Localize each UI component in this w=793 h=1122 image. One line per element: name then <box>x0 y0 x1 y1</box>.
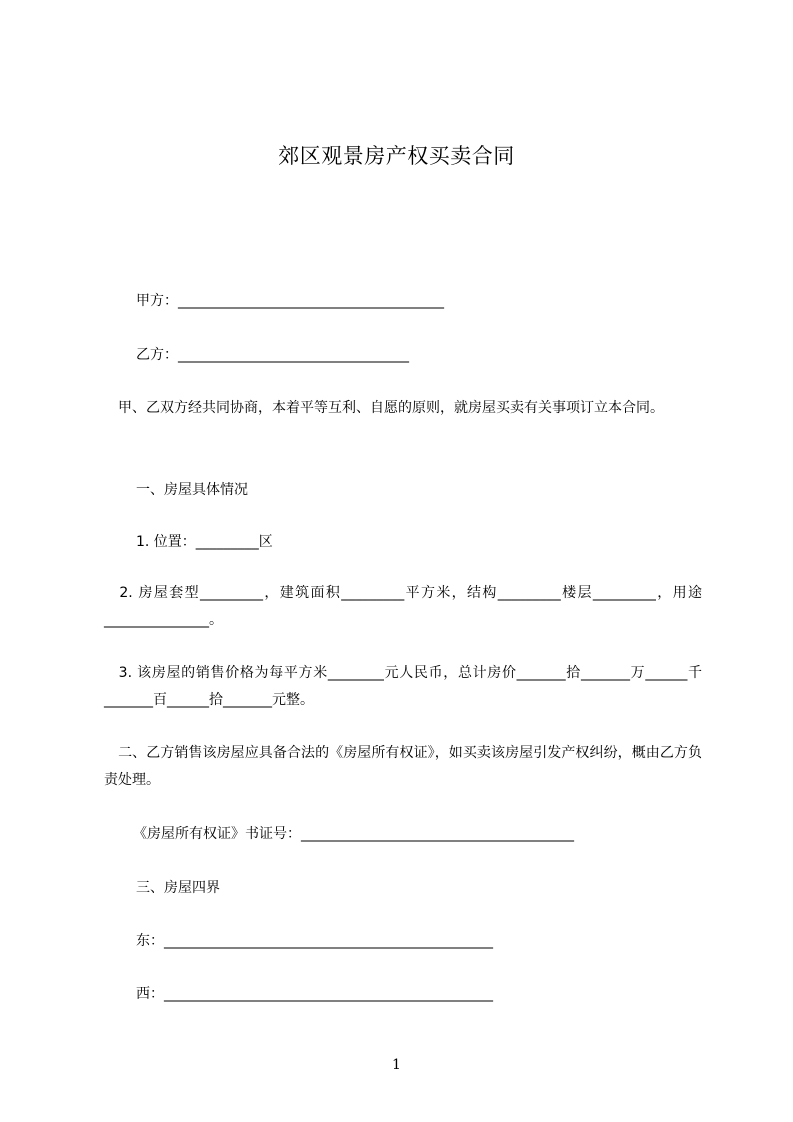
page-number: 1 <box>392 1057 401 1073</box>
document-title: 郊区观景房产权买卖合同 <box>278 144 515 168</box>
section1-heading: 一、房屋具体情况 <box>136 482 248 498</box>
east-boundary-line: 东：_______________________________________________ <box>136 933 493 949</box>
section3-heading: 三、房屋四界 <box>136 880 220 896</box>
location-item: 1. 位置：_________区 <box>136 534 273 550</box>
house-type-item: 2. 房屋套型_________，建筑面积_________平方米，结构_________楼层_________，用途_______________。 <box>104 585 702 628</box>
intro-paragraph: 甲、乙双方经共同协商，本着平等互利、自愿的原则，就房屋买卖有关事项订立本合同。 <box>104 400 664 416</box>
party-b-line: 乙方：_________________________________ <box>136 347 409 363</box>
west-boundary-line: 西：_______________________________________________ <box>136 986 493 1002</box>
certificate-number-line: 《房屋所有权证》书证号：_______________________________________ <box>133 826 574 842</box>
party-a-line: 甲方：______________________________________ <box>136 293 444 309</box>
price-item: 3. 该房屋的销售价格为每平方米________元人民币，总计房价_______拾_______万______千_______百______拾_______元整。 <box>104 665 702 708</box>
section2-paragraph: 二、乙方销售该房屋应具备合法的《房屋所有权证》，如买卖该房屋引发产权纠纷，概由乙方负责处理。 <box>104 745 702 788</box>
